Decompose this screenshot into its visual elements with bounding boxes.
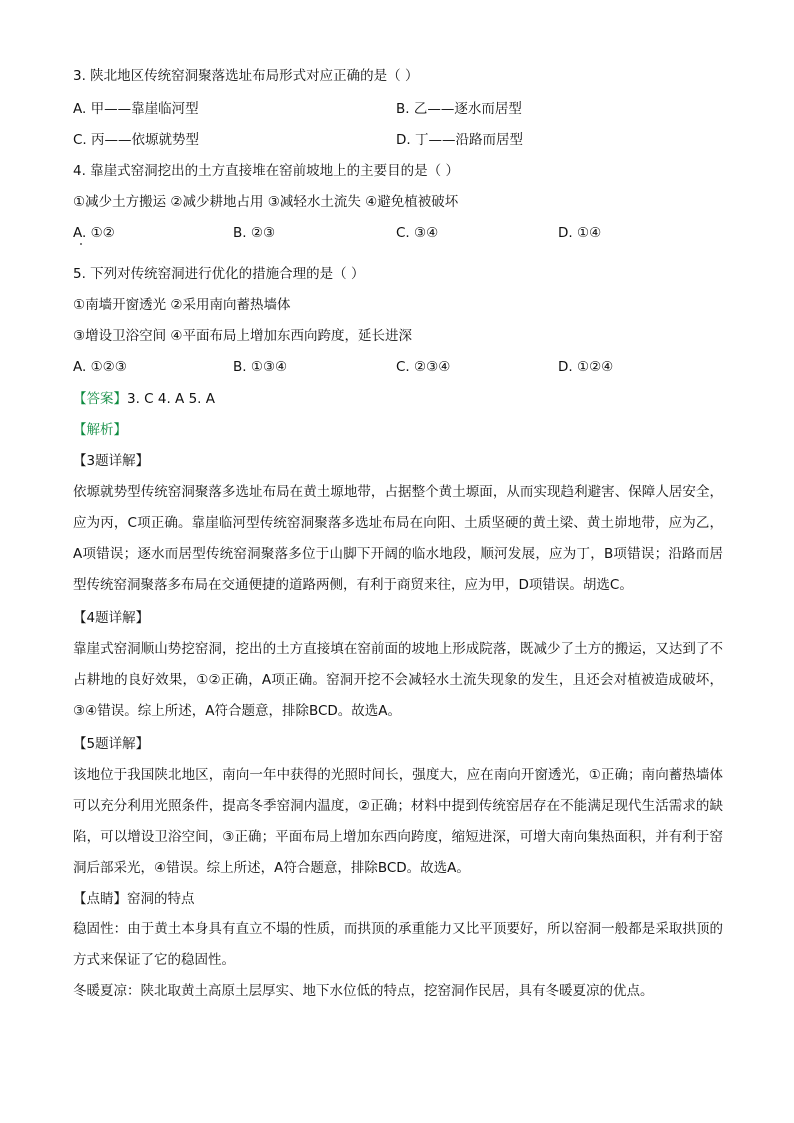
detail4-text: 靠崖式窑洞顺山势挖窑洞，挖出的土方直接填在窑前面的坡地上形成院落，既减少了土方的搬运，又达到了不占耕地的良好效果，①②正确，A项正确。窑洞开挖不会减轻水土流失现象的发生，且还会对植被造成破坏，③④错误。综上所述，A符合题意，排除BCD。故选A。 <box>73 641 723 719</box>
q4-option-d: D. ①④ <box>558 225 602 241</box>
q4-option-c: C. ③④ <box>396 225 439 241</box>
answer-text: 3. C 4. A 5. A <box>127 391 215 407</box>
q5-statements-2: ③增设卫浴空间 ④平面布局上增加东西向跨度，延长进深 <box>73 328 412 344</box>
q5-option-a: A. ①②③ <box>73 359 127 375</box>
q5-option-c: C. ②③④ <box>396 359 451 375</box>
q4-option-a: A. ①② <box>73 225 115 241</box>
stray-dot <box>80 243 82 245</box>
analysis-label: 【解析】 <box>73 422 127 438</box>
detail4-label: 【4题详解】 <box>73 610 150 626</box>
tip-title: 窑洞的特点 <box>127 891 195 907</box>
detail3-text: 依塬就势型传统窑洞聚落多选址布局在黄土塬地带，占据整个黄土塬面，从而实现趋利避害、保障人居安全，应为丙，C项正确。靠崖临河型传统窑洞聚落多选址布局在向阳、土质坚硬的黄土梁、黄土峁地带，应为乙，A项错误；逐水而居型传统窑洞聚落多位于山脚下开阔的临水地段，顺河发展，应为丁，B项错误；沿路而居型传统窑洞聚落多布局在交通便捷的道路两侧，有利于商贸来往，应为甲，D项错误。胡选C。 <box>73 484 723 593</box>
q3-option-a: A. 甲——靠崖临河型 <box>73 101 199 117</box>
q5-stem: 5. 下列对传统窑洞进行优化的措施合理的是（ ） <box>73 266 365 282</box>
answer-label: 【答案】 <box>73 391 127 407</box>
detail5-label: 【5题详解】 <box>73 736 150 752</box>
q4-stem: 4. 靠崖式窑洞挖出的土方直接堆在窑前坡地上的主要目的是（ ） <box>73 163 459 179</box>
q5-option-b: B. ①③④ <box>233 359 288 375</box>
tip-label: 【点睛】 <box>73 891 127 907</box>
tip-paragraph-1: 稳固性：由于黄土本身具有直立不塌的性质，而拱顶的承重能力又比平顶要好，所以窑洞一般都是采取拱顶的方式来保证了它的稳固性。 <box>73 921 723 968</box>
q4-statements: ①减少土方搬运 ②减少耕地占用 ③减轻水土流失 ④避免植被破坏 <box>73 194 459 210</box>
q4-option-b: B. ②③ <box>233 225 276 241</box>
q5-option-d: D. ①②④ <box>558 359 614 375</box>
detail5-text: 该地位于我国陕北地区，南向一年中获得的光照时间长，强度大，应在南向开窗透光，①正确；南向蓄热墙体可以充分利用光照条件，提高冬季窑洞内温度，②正确；材料中提到传统窑居存在不能满足现代生活需求的缺陷，可以增设卫浴空间，③正确；平面布局上增加东西向跨度，缩短进深，可增大南向集热面积，并有利于窑洞后部采光，④错误。综上所述，A符合题意，排除BCD。故选A。 <box>73 767 723 876</box>
q5-statements-1: ①南墙开窗透光 ②采用南向蓄热墙体 <box>73 297 291 313</box>
q3-option-c: C. 丙——依塬就势型 <box>73 132 200 148</box>
answer-row <box>73 390 215 408</box>
detail3-label: 【3题详解】 <box>73 453 150 469</box>
q3-option-d: D. 丁——沿路而居型 <box>396 132 523 148</box>
q3-stem: 3. 陕北地区传统窑洞聚落选址布局形式对应正确的是（ ） <box>73 68 419 84</box>
q3-option-b: B. 乙——逐水而居型 <box>396 101 522 117</box>
tip-paragraph-2: 冬暖夏凉：陕北取黄土高原土层厚实、地下水位低的特点，挖窑洞作民居，具有冬暖夏凉的优点。 <box>73 983 654 999</box>
tip-row <box>73 890 195 908</box>
